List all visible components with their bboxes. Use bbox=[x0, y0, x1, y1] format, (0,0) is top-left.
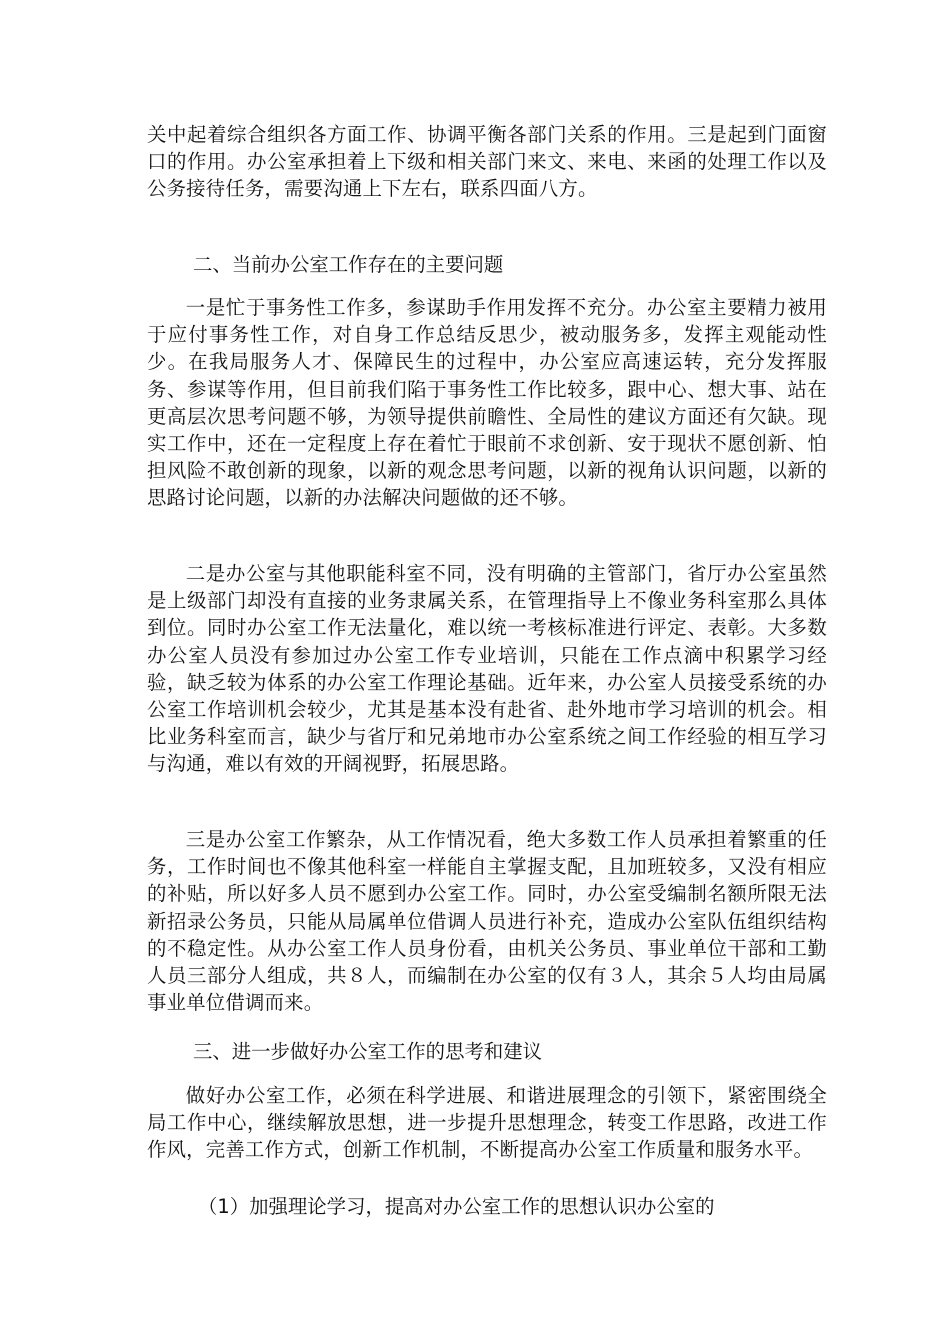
paragraph-problem-one: 一是忙于事务性工作多，参谋助手作用发挥不充分。办公室主要精力被用于应付事务性工作，对自身工作总结反思少，被动服务多，发挥主观能动性少。在我局服务人才、保障民生的过程中，办公室应高速运转，充分发挥服务、参谋等作用，但目前我们陷于事务性工作比较多，跟中心、想大事、站在更高层次思考问题不够，为领导提供前瞻性、全局性的建议方面还有欠缺。现实工作中，还在一定程度上存在着忙于眼前不求创新、安于现状不愿创新、怕担风险不敢创新的现象，以新的观念思考问题，以新的视角认识问题，以新的思路讨论问题，以新的办法解决问题做的还不够。 bbox=[147, 296, 827, 510]
paragraph-intro-continuation: 关中起着综合组织各方面工作、协调平衡各部门关系的作用。三是起到门面窗口的作用。办公室承担着上下级和相关部门来文、来电、来函的处理工作以及公务接待任务，需要沟通上下左右，联系四面八方。 bbox=[147, 123, 827, 201]
paragraph-problem-two: 二是办公室与其他职能科室不同，没有明确的主管部门，省厅办公室虽然是上级部门却没有直接的业务隶属关系，在管理指导上不像业务科室那么具体到位。同时办公室工作无法量化，难以统一考核标准进行评定、表彰。大多数办公室人员没有参加过办公室工作专业培训，只能在工作点滴中积累学习经验，缺乏较为体系的办公室工作理论基础。近年来，办公室人员接受系统的办公室工作培训机会较少，尤其是基本没有赴省、赴外地市学习培训的机会。相比业务科室而言，缺少与省厅和兄弟地市办公室系统之间工作经验的相互学习与沟通，难以有效的开阔视野，拓展思路。 bbox=[147, 562, 827, 776]
list-item-theory-study: （1）加强理论学习，提高对办公室工作的思想认识办公室的 bbox=[198, 1195, 715, 1218]
paragraph-problem-three: 三是办公室工作繁杂，从工作情况看，绝大多数工作人员承担着繁重的任务，工作时间也不像其他科室一样能自主掌握支配，且加班较多，又没有相应的补贴，所以好多人员不愿到办公室工作。同时，办公室受编制名额所限无法新招录公务员，只能从局属单位借调人员进行补充，造成办公室队伍组织结构的不稳定性。从办公室工作人员身份看，由机关公务员、事业单位干部和工勤人员三部分人组成，共８人，而编制在办公室的仅有３人，其余５人均由局属事业单位借调而来。 bbox=[147, 828, 827, 1015]
section-heading-suggestions: 三、进一步做好办公室工作的思考和建议 bbox=[193, 1040, 543, 1063]
paragraph-suggestions-intro: 做好办公室工作，必须在科学进展、和谐进展理念的引领下，紧密围绕全局工作中心，继续解放思想，进一步提升思想理念，转变工作思路，改进工作作风，完善工作方式，创新工作机制，不断提高办公室工作质量和服务水平。 bbox=[147, 1084, 827, 1162]
section-heading-problems: 二、当前办公室工作存在的主要问题 bbox=[193, 253, 504, 276]
